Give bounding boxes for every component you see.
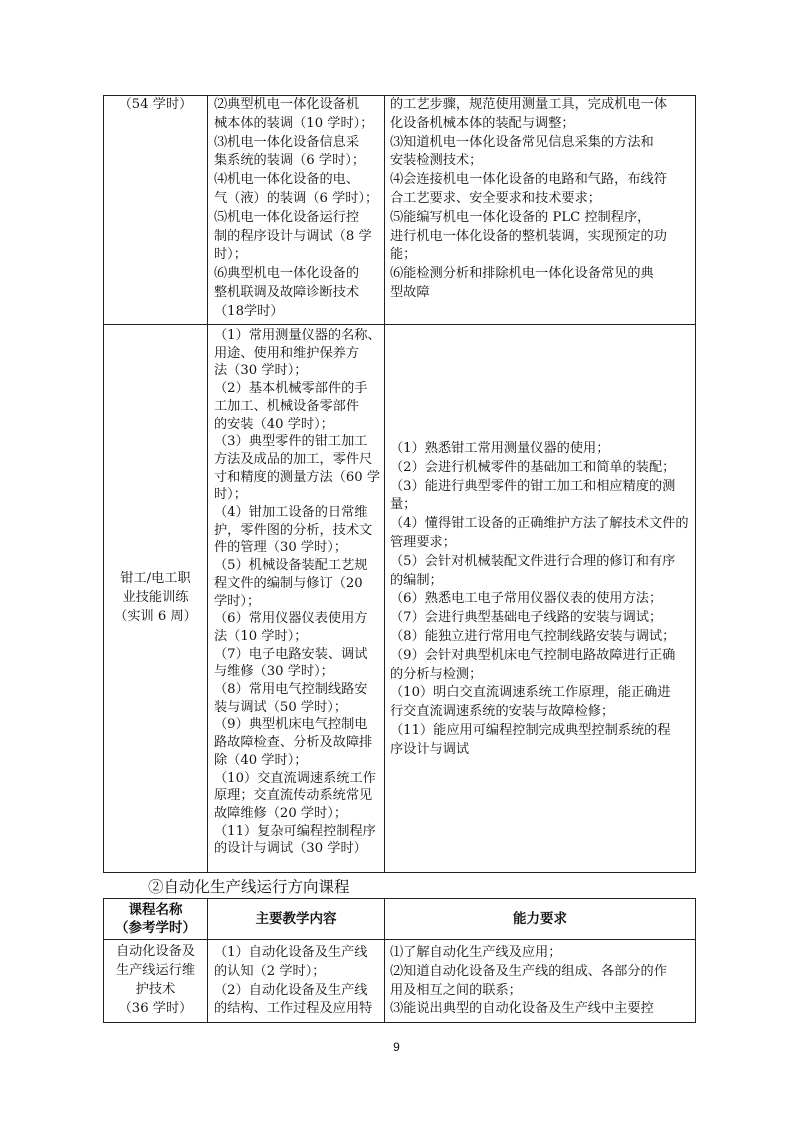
content-line: （1）自动化设备及生产线 bbox=[214, 945, 368, 960]
course-name-line: （实训 6 周） bbox=[114, 608, 197, 624]
ability-line: 化设备机械本体的装配与调整； bbox=[390, 115, 575, 131]
ability-line: （4）懂得钳工设备的正确维护方法了解技术文件的 bbox=[390, 516, 689, 532]
ability-line: （6）熟悉电工电子常用仪器仪表的使用方法； bbox=[390, 591, 663, 607]
content-line: （7）电子电路安装、调试 bbox=[214, 646, 368, 662]
content-line: 的认知（2 学时）； bbox=[214, 963, 326, 979]
table-header-row bbox=[104, 899, 696, 940]
course-name-line: 护技术 bbox=[135, 982, 176, 997]
ability-line: ⑹能检测分析和排除机电一体化设备常见的典 bbox=[390, 266, 654, 282]
teaching-content-cell bbox=[208, 325, 385, 873]
header-course-name bbox=[104, 899, 208, 940]
ability-requirement-cell bbox=[385, 325, 696, 873]
course-name-cell bbox=[104, 325, 208, 873]
ability-line: （7）会进行典型基础电子线路的安装与调试； bbox=[390, 610, 663, 626]
course-name-cell bbox=[104, 940, 208, 1023]
content-line: 件的管理（30 学时）； bbox=[214, 540, 348, 556]
content-line: （18学时） bbox=[214, 303, 284, 319]
automation-course-table bbox=[103, 898, 696, 1023]
course-name-line: 自动化设备及 bbox=[115, 944, 196, 960]
teaching-content-cell bbox=[208, 96, 385, 325]
content-line: （11）复杂可编程控制程序 bbox=[214, 823, 376, 839]
ability-line: 行交直流调速系统的安装与故障检修； bbox=[390, 704, 615, 720]
content-line: 学时）； bbox=[214, 593, 261, 609]
ability-line: （10）明白交直流调速系统工作原理，能正确进 bbox=[390, 685, 671, 701]
content-line: ⑶机电一体化设备信息采 bbox=[214, 134, 360, 150]
content-line: 寸和精度的测量方法（60 学 bbox=[214, 469, 381, 485]
ability-line: （2）会进行机械零件的基础加工和简单的装配； bbox=[390, 459, 676, 475]
course-name-line: （54 学时） bbox=[118, 97, 193, 112]
ability-line: ⑸能编写机电一体化设备的 PLC 控制程序， bbox=[390, 209, 651, 225]
ability-requirement-cell bbox=[385, 940, 696, 1023]
content-line: 气（液）的装调（6 学时）； bbox=[214, 190, 379, 206]
ability-line: ⑶知道机电一体化设备常见信息采集的方法和 bbox=[390, 134, 654, 150]
header-course-hours-line: （参考学时） bbox=[115, 920, 196, 936]
ability-line: ⑵知道自动化设备及生产线的组成、各部分的作 bbox=[390, 963, 667, 979]
content-line: 程文件的编制与修订（20 bbox=[214, 575, 363, 591]
content-line: （3）典型零件的钳工加工 bbox=[214, 434, 368, 450]
ability-line: 安装检测技术； bbox=[390, 153, 483, 169]
course-name-line: （36 学时） bbox=[118, 1000, 193, 1016]
ability-line: 的工艺步骤，规范使用测量工具，完成机电一体 bbox=[390, 97, 667, 112]
content-line: 时）； bbox=[214, 247, 247, 263]
ability-line: 用及相互之间的联系； bbox=[390, 982, 522, 998]
course-name-line: 钳工/电工职 bbox=[120, 571, 191, 587]
content-line: ⑵典型机电一体化设备机 bbox=[214, 97, 360, 112]
content-line: （2）基本机械零部件的手 bbox=[214, 381, 368, 397]
ability-line: ⑷会连接机电一体化设备的电路和气路，布线符 bbox=[390, 172, 667, 188]
ability-line: 型故障 bbox=[390, 284, 430, 300]
content-line: （6）常用仪器仪表使用方 bbox=[214, 611, 368, 627]
table-row bbox=[104, 325, 696, 873]
ability-line: ⑶能说出典型的自动化设备及生产线中主要控 bbox=[390, 1001, 654, 1017]
header-course-name-line: 课程名称 bbox=[128, 902, 183, 918]
content-line: 工加工、机械设备零部件 bbox=[214, 398, 360, 414]
content-line: ⑹典型机电一体化设备的 bbox=[214, 266, 360, 282]
ability-line: 的编制； bbox=[390, 572, 443, 588]
header-ability-requirement: 能力要求 bbox=[385, 899, 696, 940]
ability-line: （11）能应用可编程控制完成典型控制系统的程 bbox=[390, 722, 671, 738]
content-line: 法（30 学时）； bbox=[214, 363, 308, 379]
course-name-line: 业技能训练 bbox=[122, 590, 189, 606]
course-name-line: 生产线运行维 bbox=[115, 963, 196, 979]
content-line: 路故障检查、分析及故障排 bbox=[214, 735, 373, 751]
content-line: 整机联调及故障诊断技术 bbox=[214, 284, 360, 300]
content-line: （5）机械设备装配工艺规 bbox=[214, 558, 368, 574]
page-number: 9 bbox=[393, 1040, 400, 1054]
ability-line: ⑴了解自动化生产线及应用； bbox=[390, 945, 562, 960]
table-row bbox=[104, 940, 696, 1023]
ability-line: （8）能独立进行常用电气控制线路安装与调试； bbox=[390, 628, 676, 644]
ability-line: 量； bbox=[390, 497, 417, 513]
ability-line: （1）熟悉钳工常用测量仪器的使用； bbox=[390, 441, 610, 456]
content-line: 原理；交直流传动系统常见 bbox=[214, 788, 373, 804]
ability-line: 的分析与检测； bbox=[390, 666, 483, 682]
ability-line: 进行机电一体化设备的整机装调，实现预定的功 bbox=[390, 228, 667, 244]
content-line: 装与调试（50 学时）； bbox=[214, 699, 348, 715]
header-teaching-content: 主要教学内容 bbox=[208, 899, 385, 940]
content-line: ⑸机电一体化设备运行控 bbox=[214, 209, 360, 225]
content-line: （9）典型机床电气控制电 bbox=[214, 717, 368, 733]
ability-line: （9）会针对典型机床电气控制电路故障进行正确 bbox=[390, 647, 676, 663]
content-line: 法（10 学时）； bbox=[214, 628, 308, 644]
content-line: （1）常用测量仪器的名称、 bbox=[214, 328, 381, 343]
ability-line: （5）会针对机械装配文件进行合理的修订和有序 bbox=[390, 553, 676, 569]
ability-line: 能； bbox=[390, 247, 417, 263]
ability-line: （3）能进行典型零件的钳工加工和相应精度的测 bbox=[390, 478, 676, 494]
content-line: （10）交直流调速系统工作 bbox=[214, 770, 376, 786]
ability-line: 合工艺要求、安全要求和技术要求； bbox=[390, 190, 601, 206]
teaching-content-cell bbox=[208, 940, 385, 1023]
ability-line: 序设计与调试 bbox=[390, 741, 470, 757]
content-line: ⑷机电一体化设备的电、 bbox=[214, 172, 360, 188]
content-line: 械本体的装调（10 学时）； bbox=[214, 115, 374, 131]
content-line: 的安装（40 学时）； bbox=[214, 416, 334, 432]
content-line: 时）； bbox=[214, 487, 247, 503]
content-line: 的结构、工作过程及应用特 bbox=[214, 1001, 373, 1017]
content-line: 故障维修（20 学时）； bbox=[214, 805, 348, 821]
course-table-continued bbox=[103, 95, 696, 873]
content-line: 的设计与调试（30 学时） bbox=[214, 841, 367, 857]
table-row bbox=[104, 96, 696, 325]
content-line: （8）常用电气控制线路安 bbox=[214, 682, 368, 698]
content-line: 除（40 学时）； bbox=[214, 752, 308, 768]
ability-requirement-cell bbox=[385, 96, 696, 325]
content-line: （2）自动化设备及生产线 bbox=[214, 982, 368, 998]
ability-line: 管理要求； bbox=[390, 534, 456, 550]
content-line: 用途、使用和维护保养方 bbox=[214, 345, 360, 361]
content-line: （4）钳加工设备的日常维 bbox=[214, 505, 368, 521]
content-line: 方法及成品的加工，零件尺 bbox=[214, 451, 373, 467]
content-line: 与维修（30 学时）； bbox=[214, 664, 334, 680]
content-line: 制的程序设计与调试（8 学 bbox=[214, 228, 372, 244]
section-title: ②自动化生产线运行方向课程 bbox=[148, 878, 350, 896]
course-name-cell bbox=[104, 96, 208, 325]
content-line: 护，零件图的分析，技术文 bbox=[214, 522, 373, 538]
content-line: 集系统的装调（6 学时）； bbox=[214, 153, 366, 169]
